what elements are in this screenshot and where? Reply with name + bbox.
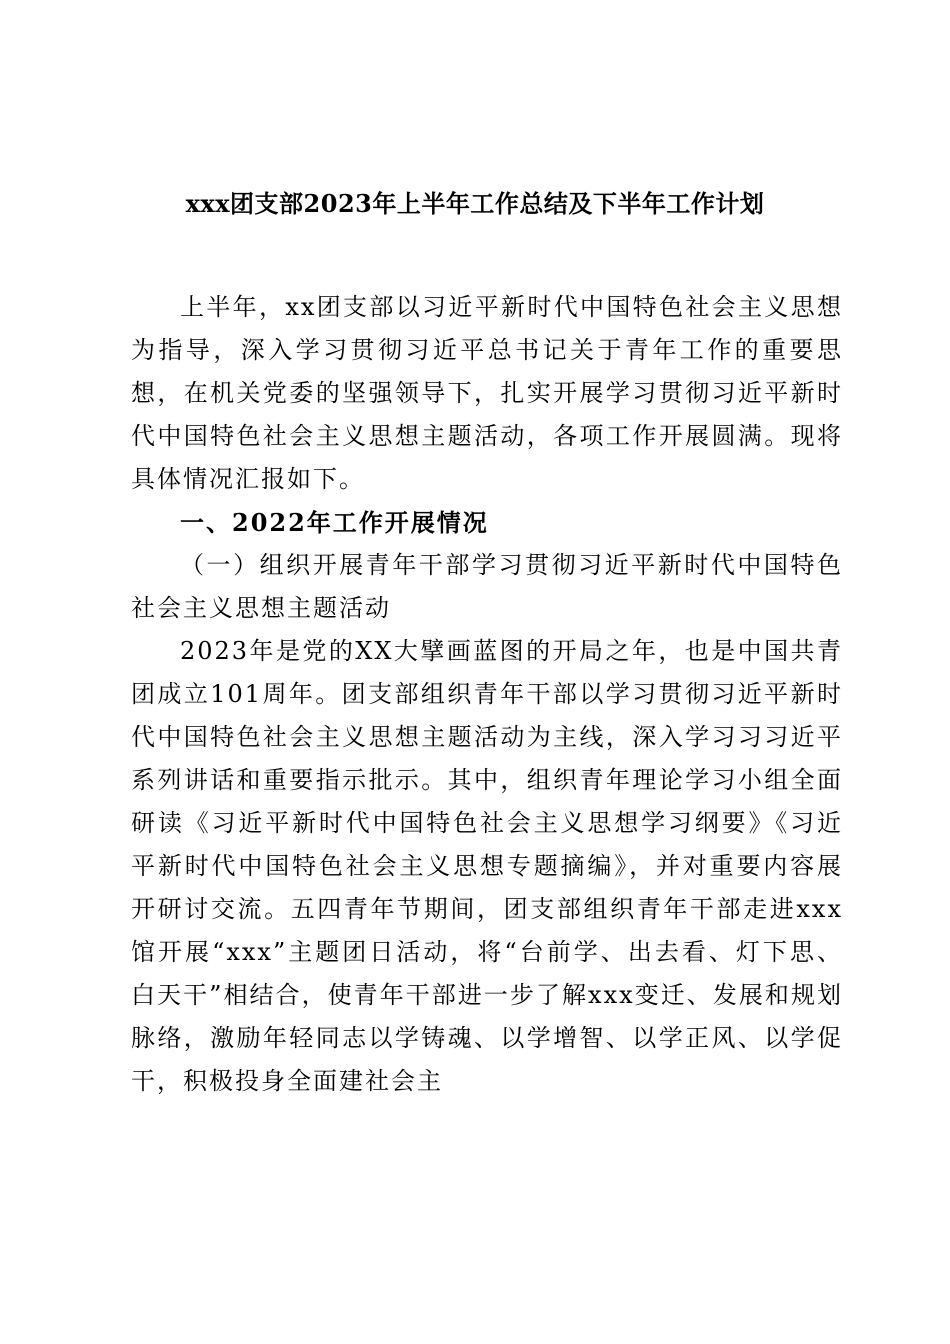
- intro-paragraph: 上半年，xx团支部以习近平新时代中国特色社会主义思想为指导，深入学习贯彻习近平总书记关于青年工作的重要思想，在机关党委的坚强领导下，扎实开展学习贯彻习近平新时代中国特色社会主义思想主题活动，各项工作开展圆满。现将具体情况汇报如下。: [131, 293, 843, 493]
- document-body: [131, 286, 843, 1103]
- subsection-heading: （一）组织开展青年干部学习贯彻习近平新时代中国特色社会主义思想主题活动: [131, 551, 843, 622]
- document-title: xxx团支部2023年上半年工作总结及下半年工作计划: [185, 189, 765, 218]
- body-paragraph: 2023年是党的XX大擘画蓝图的开局之年，也是中国共青团成立101周年。团支部组织青年干部以学习贯彻习近平新时代中国特色社会主义思想主题活动为主线，深入学习习习近平系列讲话和重要指示批示。其中，组织青年理论学习小组全面研读《习近平新时代中国特色社会主义思想学习纲要》《习近平新时代中国特色社会主义思想专题摘编》，并对重要内容展开研讨交流。五四青年节期间，团支部组织青年干部走进xxx馆开展“xxx”主题团日活动，将“台前学、出去看、灯下思、白天干”相结合，使青年干部进一步了解xxx变迁、发展和规划脉络，激励年轻同志以学铸魂、以学增智、以学正风、以学促干，积极投身全面建社会主: [131, 637, 843, 1095]
- section-heading: 一、2022年工作开展情况: [180, 508, 489, 537]
